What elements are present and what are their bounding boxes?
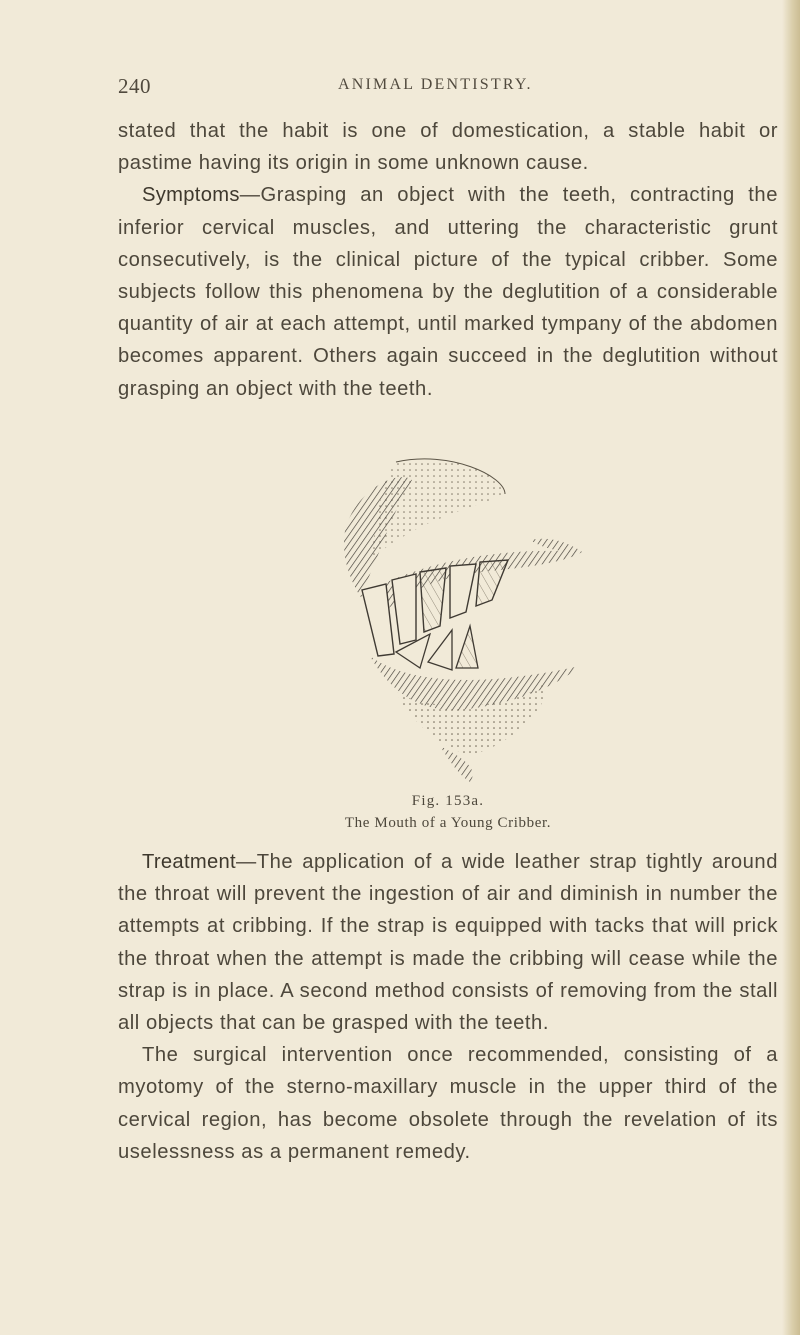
upper-incisor-4 [450,564,476,618]
section-heading-treatment: Treatment [142,851,236,873]
paragraph-symptoms-text: —Grasping an object with the teeth, contracting the inferior cervical muscles, and uttering the characteristic grunt consecutively, is the clinical picture of the typical cribber. Some subjects follow this phenomena by the deglutition of a considerable quantity of air at each attempt, until marked tympany of the abdomen becomes apparent. Others again succeed in the deglutition without grasping an object with the teeth. [118,184,778,400]
figure-mouth-illustration [300,456,610,786]
paragraph-treatment [118,846,778,1039]
paragraph-treatment-text: —The application of a wide leather strap tightly around the throat will prevent the ingestion of air and diminish in number the attempts at cribbing. If the strap is equipped with tacks that will prick the throat when the attempt is made the cribbing will cease while the strap is in place. A second method consists of removing from the stall all objects that can be grasped with the teeth. [118,851,778,1035]
text-block-bottom [118,846,778,1168]
upper-incisor-5 [476,560,508,606]
lower-incisor-3 [456,626,478,668]
text-block-top [118,115,778,405]
upper-incisor-2 [392,574,416,644]
figure-label: Fig. 153a. [411,793,485,809]
paragraph-symptoms [118,179,778,404]
figure-caption: The Mouth of a Young Cribber. [344,815,552,831]
page-number: 240 [118,74,151,98]
upper-incisor-3 [420,568,446,632]
running-head [118,74,738,102]
page-edge-shadow [782,0,800,1335]
lower-incisor-2 [428,630,452,670]
paragraph-surgical: The surgical intervention once recommended, consisting of a myotomy of the sterno-maxillary muscle in the upper third of the cervical region, has become obsolete through the revelation of its uselessness as a permanent remedy. [118,1044,778,1163]
illustration-drawing [300,456,610,786]
running-title: ANIMAL DENTISTRY. [338,76,533,93]
paragraph-intro: stated that the habit is one of domestication, a stable habit or pastime having its origin in some unknown cause. [118,120,778,175]
section-heading-symptoms: Symptoms [142,184,240,207]
cheek-accent [530,539,582,552]
